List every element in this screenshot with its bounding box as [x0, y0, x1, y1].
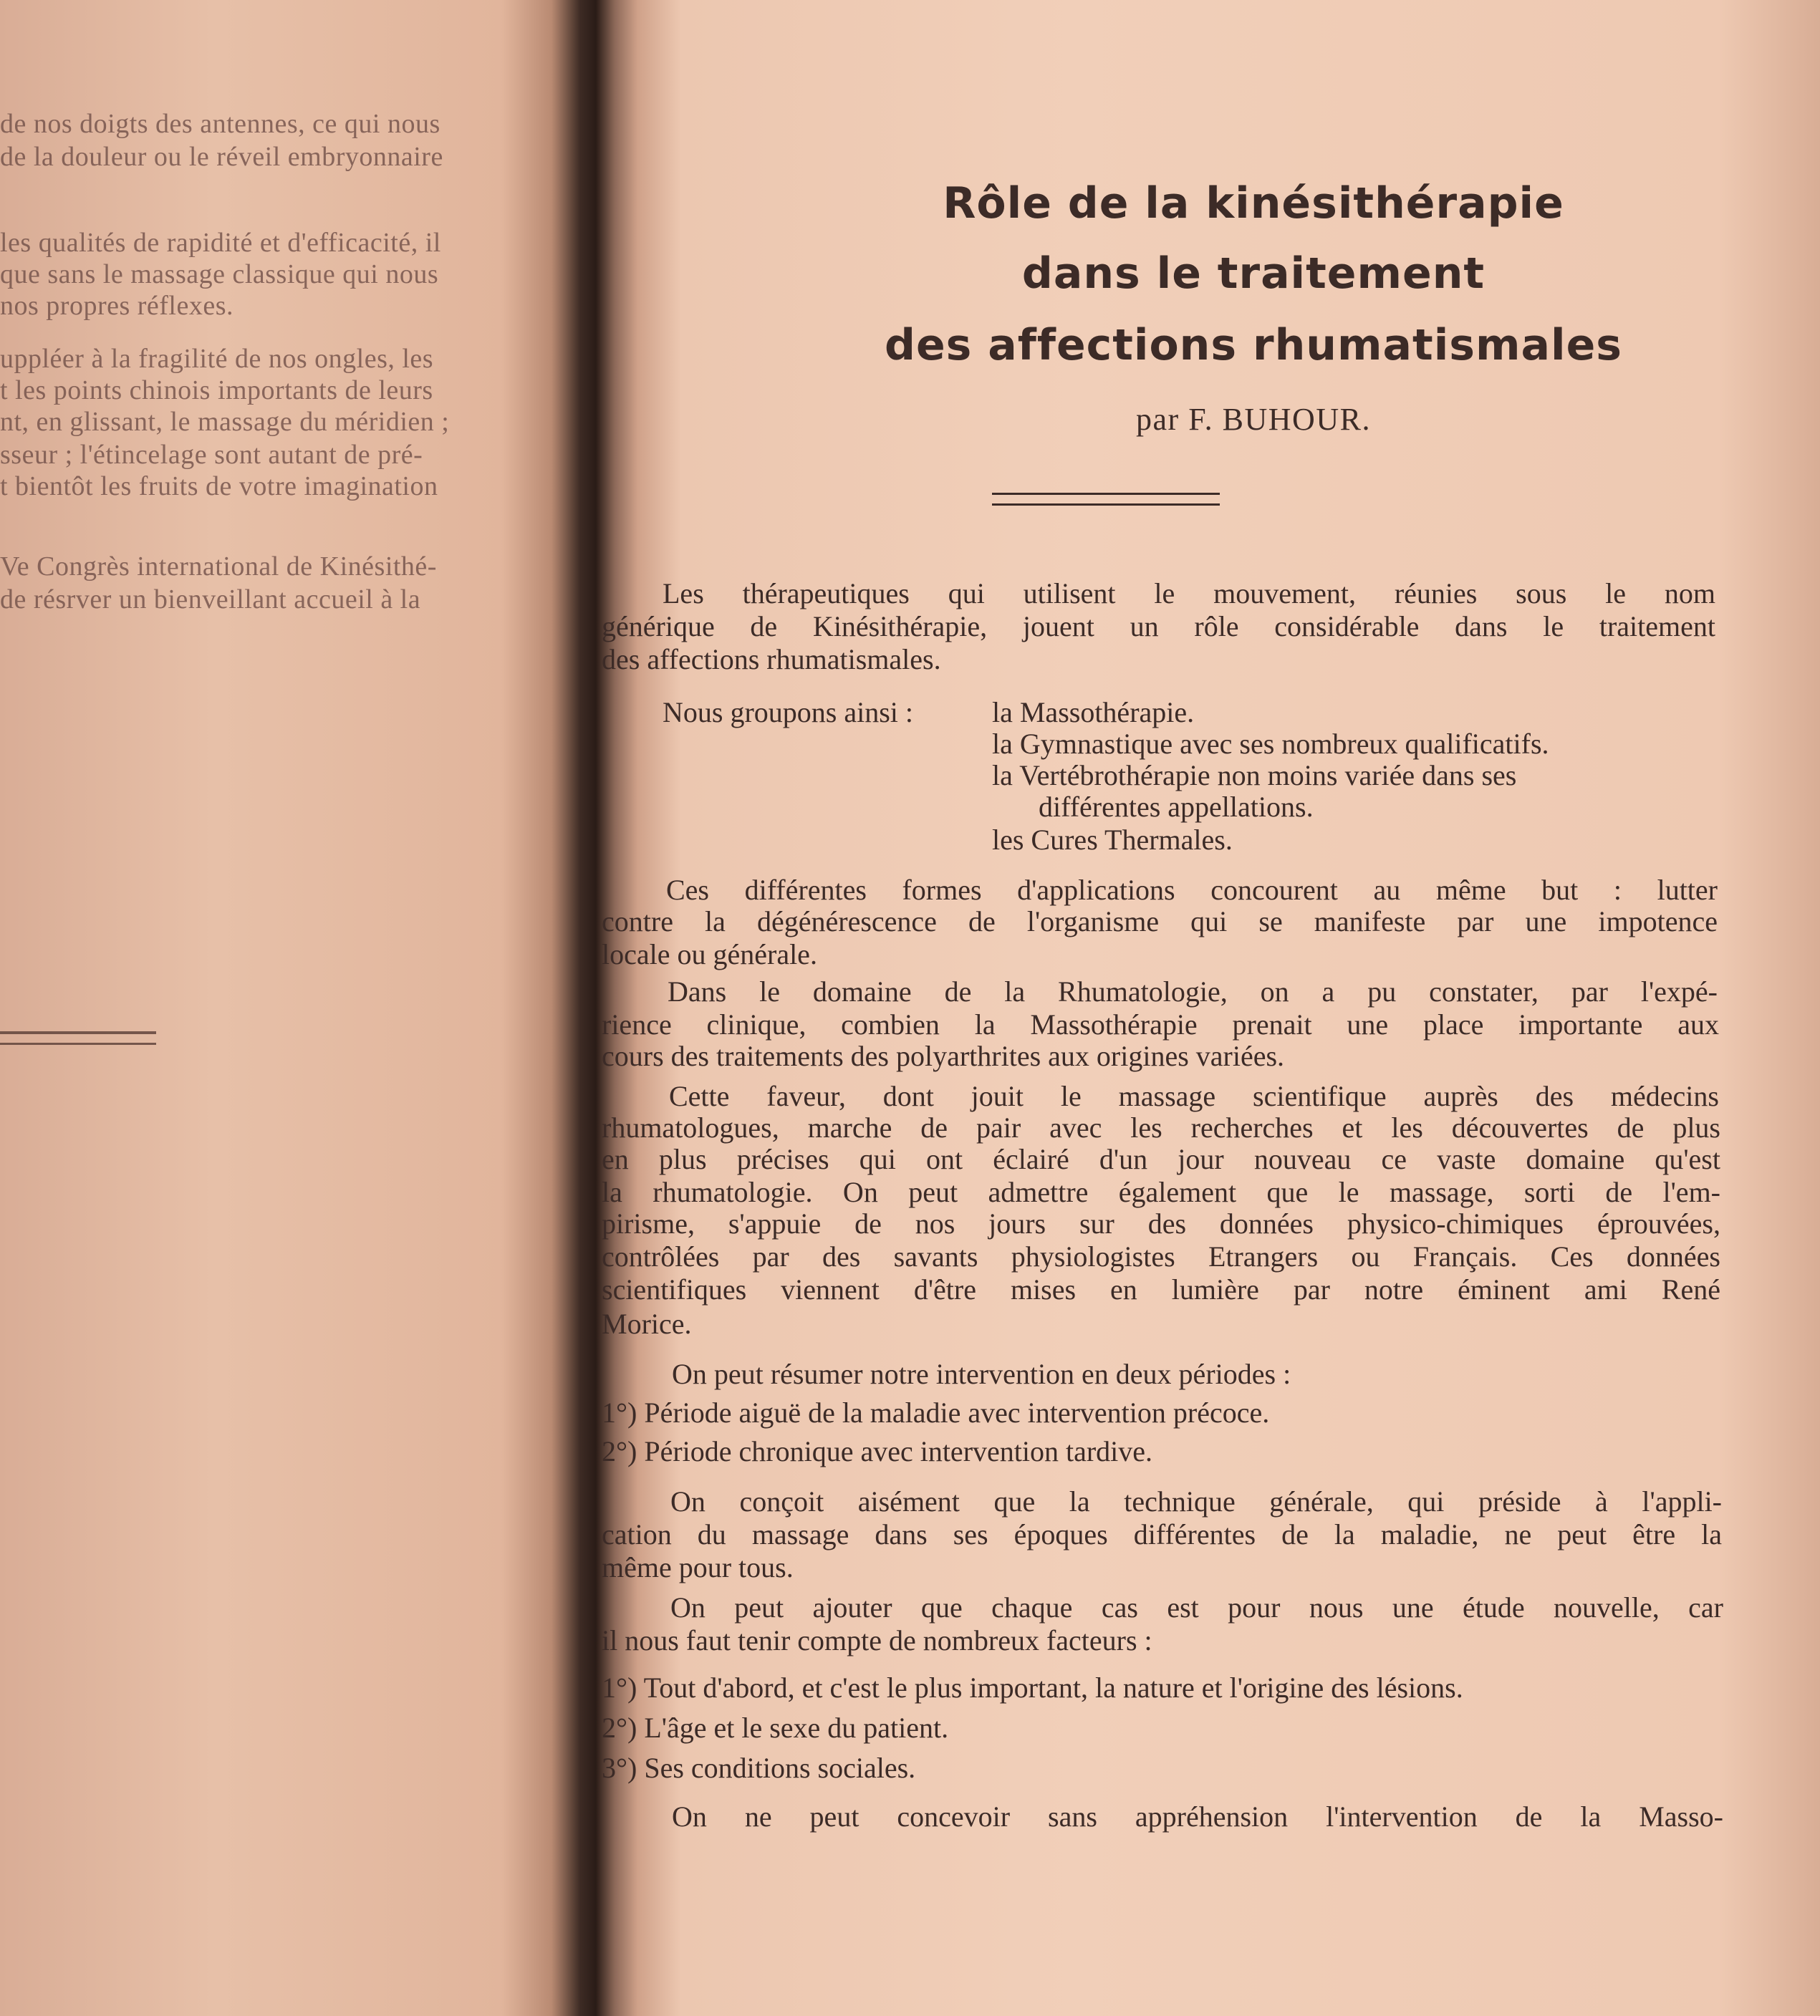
left-text-line: Ve Congrès international de Kinésithé-	[0, 551, 437, 582]
body-line: Morice.	[602, 1308, 692, 1340]
left-text-line: les qualités de rapidité et d'efficacité, il	[0, 228, 441, 258]
body-line: en plus précises qui ont éclairé d'un jour nouveau ce vaste domaine qu'est	[602, 1143, 1720, 1175]
body-line: générique de Kinésithérapie, jouent un rôle considérable dans le traitement	[602, 610, 1715, 642]
list-item: la Vertébrothérapie non moins variée dans ses	[992, 759, 1517, 791]
list-item: les Cures Thermales.	[992, 824, 1233, 856]
body-line: cation du massage dans ses époques différentes de la maladie, ne peut être la	[602, 1518, 1722, 1550]
factor-item: 3°) Ses conditions sociales.	[602, 1752, 916, 1784]
body-line: scientifiques viennent d'être mises en lumière par notre éminent ami René	[602, 1273, 1720, 1306]
article-author: par F. BUHOUR.	[1136, 402, 1371, 437]
left-text-line: de nos doigts des antennes, ce qui nous	[0, 109, 440, 139]
body-line: On ne peut concevoir sans appréhension l'intervention de la Masso-	[672, 1800, 1723, 1833]
body-line: On peut résumer notre intervention en deux périodes :	[672, 1358, 1291, 1390]
factor-item: 2°) L'âge et le sexe du patient.	[602, 1712, 949, 1744]
body-line: On conçoit aisément que la technique générale, qui préside à l'appli-	[670, 1485, 1722, 1518]
left-text-line: de résrver un bienveillant accueil à la	[0, 584, 421, 614]
list-item: la Gymnastique avec ses nombreux qualificatifs.	[992, 728, 1549, 760]
body-line: locale ou générale.	[602, 938, 817, 970]
body-line: même pour tous.	[602, 1551, 794, 1583]
period-item: 2°) Période chronique avec intervention tardive.	[602, 1435, 1153, 1467]
body-line: rhumatologues, marche de pair avec les recherches et les découvertes de plus	[602, 1111, 1720, 1144]
left-text-line: sseur ; l'étincelage sont autant de pré-	[0, 440, 423, 470]
title-divider	[992, 493, 1220, 506]
left-text-line: uppléer à la fragilité de nos ongles, les	[0, 344, 434, 374]
list-item: la Massothérapie.	[992, 696, 1195, 728]
body-line: contre la dégénérescence de l'organisme qui se manifeste par une impotence	[602, 905, 1718, 937]
body-line: la rhumatologie. On peut admettre également que le massage, sorti de l'em-	[602, 1176, 1720, 1208]
body-line: il nous faut tenir compte de nombreux facteurs :	[602, 1624, 1152, 1656]
left-text-line: que sans le massage classique qui nous	[0, 259, 439, 289]
body-line: Cette faveur, dont jouit le massage scientifique auprès des médecins	[669, 1080, 1719, 1112]
body-line: Ces différentes formes d'applications concourent au même but : lutter	[666, 874, 1718, 906]
right-page	[602, 0, 1820, 2016]
left-text-line: nt, en glissant, le massage du méridien ;	[0, 407, 450, 437]
body-line: cours des traitements des polyarthrites aux origines variées.	[602, 1040, 1285, 1072]
list-intro: Nous groupons ainsi :	[663, 696, 913, 728]
left-page	[0, 0, 566, 2016]
body-line: contrôlées par des savants physiologistes Etrangers ou Français. Ces données	[602, 1240, 1720, 1273]
body-line: rience clinique, combien la Massothérapie prenait une place importante aux	[602, 1008, 1719, 1041]
list-item: différentes appellations.	[1039, 791, 1314, 823]
article-title-line-1: Rôle de la kinésithérapie	[943, 178, 1564, 228]
left-text-line: t les points chinois importants de leurs	[0, 375, 433, 405]
article-title-line-3: des affections rhumatismales	[885, 320, 1622, 370]
article-title-line-2: dans le traitement	[1021, 249, 1486, 299]
period-item: 1°) Période aiguë de la maladie avec intervention précoce.	[602, 1397, 1270, 1429]
body-line: des affections rhumatismales.	[602, 643, 941, 675]
body-line: On peut ajouter que chaque cas est pour nous une étude nouvelle, car	[670, 1591, 1723, 1624]
left-text-line: nos propres réflexes.	[0, 291, 234, 321]
body-line: pirisme, s'appuie de nos jours sur des données physico-chimiques éprouvées,	[602, 1207, 1720, 1240]
factor-item: 1°) Tout d'abord, et c'est le plus important, la nature et l'origine des lésions.	[602, 1672, 1463, 1704]
left-page-divider	[0, 1031, 156, 1045]
left-text-line: t bientôt les fruits de votre imagination	[0, 471, 438, 501]
body-line: Les thérapeutiques qui utilisent le mouvement, réunies sous le nom	[663, 577, 1715, 609]
body-line: Dans le domaine de la Rhumatologie, on a pu constater, par l'expé-	[668, 975, 1718, 1008]
left-text-line: de la douleur ou le réveil embryonnaire	[0, 142, 443, 172]
